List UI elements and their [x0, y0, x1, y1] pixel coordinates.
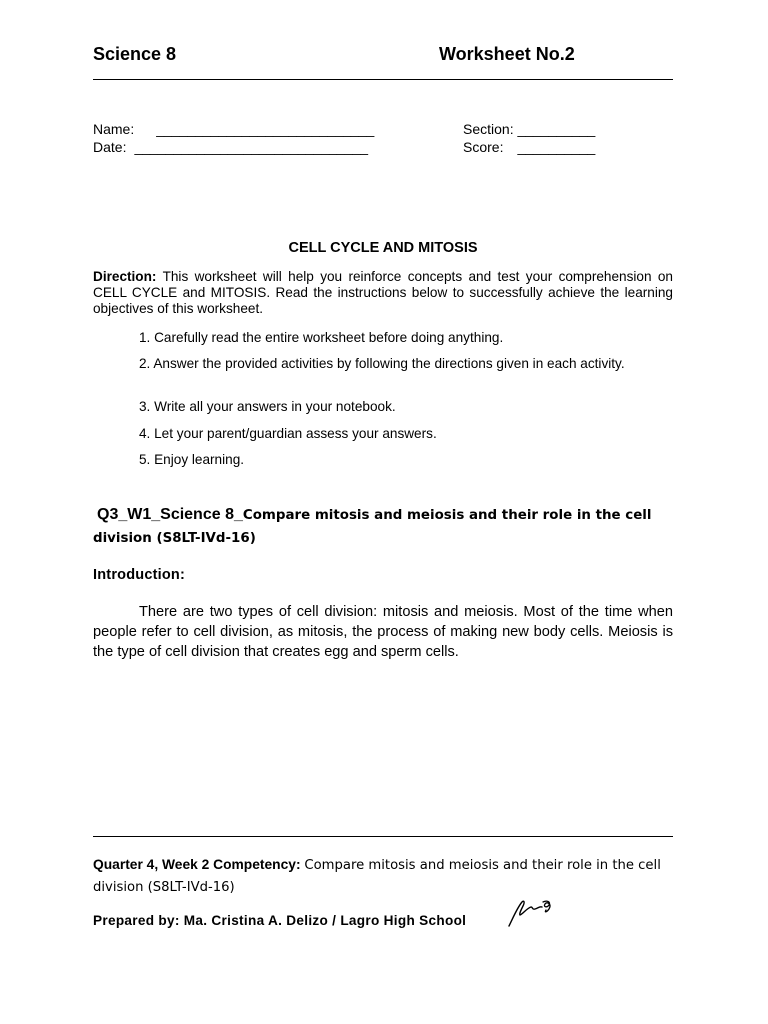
section-field[interactable]: __________ — [517, 121, 596, 137]
subject-title: Science 8 — [93, 44, 177, 64]
footer-competency — [93, 854, 683, 898]
footer-competency-label: Quarter 4, Week 2 Competency: — [93, 857, 301, 872]
name-row — [93, 121, 374, 137]
step-item: 5. Enjoy learning. — [139, 452, 245, 467]
worksheet-title: CELL CYCLE AND MITOSIS — [288, 240, 478, 256]
signature-image — [505, 896, 557, 930]
introduction-paragraph — [93, 602, 673, 662]
competency-text: Compare mitosis and meiosis and their role in the cell division (S8LT-IVd-16) — [93, 508, 652, 546]
date-field[interactable]: ______________________________ — [134, 139, 369, 155]
section-label: Section: — [463, 121, 514, 137]
score-row — [463, 139, 595, 155]
footer-competency-text: Compare mitosis and meiosis and their role in the cell division (S8LT-IVd-16) — [93, 858, 661, 895]
direction-paragraph — [93, 269, 673, 317]
step-item: 2. Answer the provided activities by following the directions given in each activity. — [139, 356, 625, 371]
name-field[interactable]: ____________________________ — [156, 121, 375, 137]
competency-code: Q3_W1_Science 8_ — [97, 506, 243, 523]
direction-text: This worksheet will help you reinforce concepts and test your comprehension on CELL CYCLE and MITOSIS. Read the instructions below to successfully achieve the learning objectives of this worksheet. — [93, 269, 673, 316]
footer-rule — [93, 836, 673, 837]
direction-label: Direction: — [93, 269, 157, 284]
competency-heading — [93, 504, 683, 550]
score-label: Score: — [463, 139, 504, 155]
score-field[interactable]: __________ — [517, 139, 596, 155]
introduction-heading: Introduction: — [93, 567, 185, 583]
worksheet-number: Worksheet No.2 — [439, 44, 575, 64]
step-item: 1. Carefully read the entire worksheet before doing anything. — [139, 330, 504, 345]
date-label: Date: — [93, 139, 127, 155]
prepared-by: Prepared by: Ma. Cristina A. Delizo / Lagro High School — [93, 913, 467, 928]
name-label: Name: — [93, 121, 135, 137]
header-rule — [93, 79, 673, 80]
step-item: 3. Write all your answers in your notebook. — [139, 399, 396, 414]
introduction-text: There are two types of cell division: mitosis and meiosis. Most of the time when people refer to cell division, as mitosis, the process of making new body cells. Meiosis is the type of cell division that creates egg and sperm cells. — [93, 604, 673, 660]
step-item: 4. Let your parent/guardian assess your answers. — [139, 426, 437, 441]
date-row — [93, 139, 368, 155]
section-row — [463, 121, 595, 137]
